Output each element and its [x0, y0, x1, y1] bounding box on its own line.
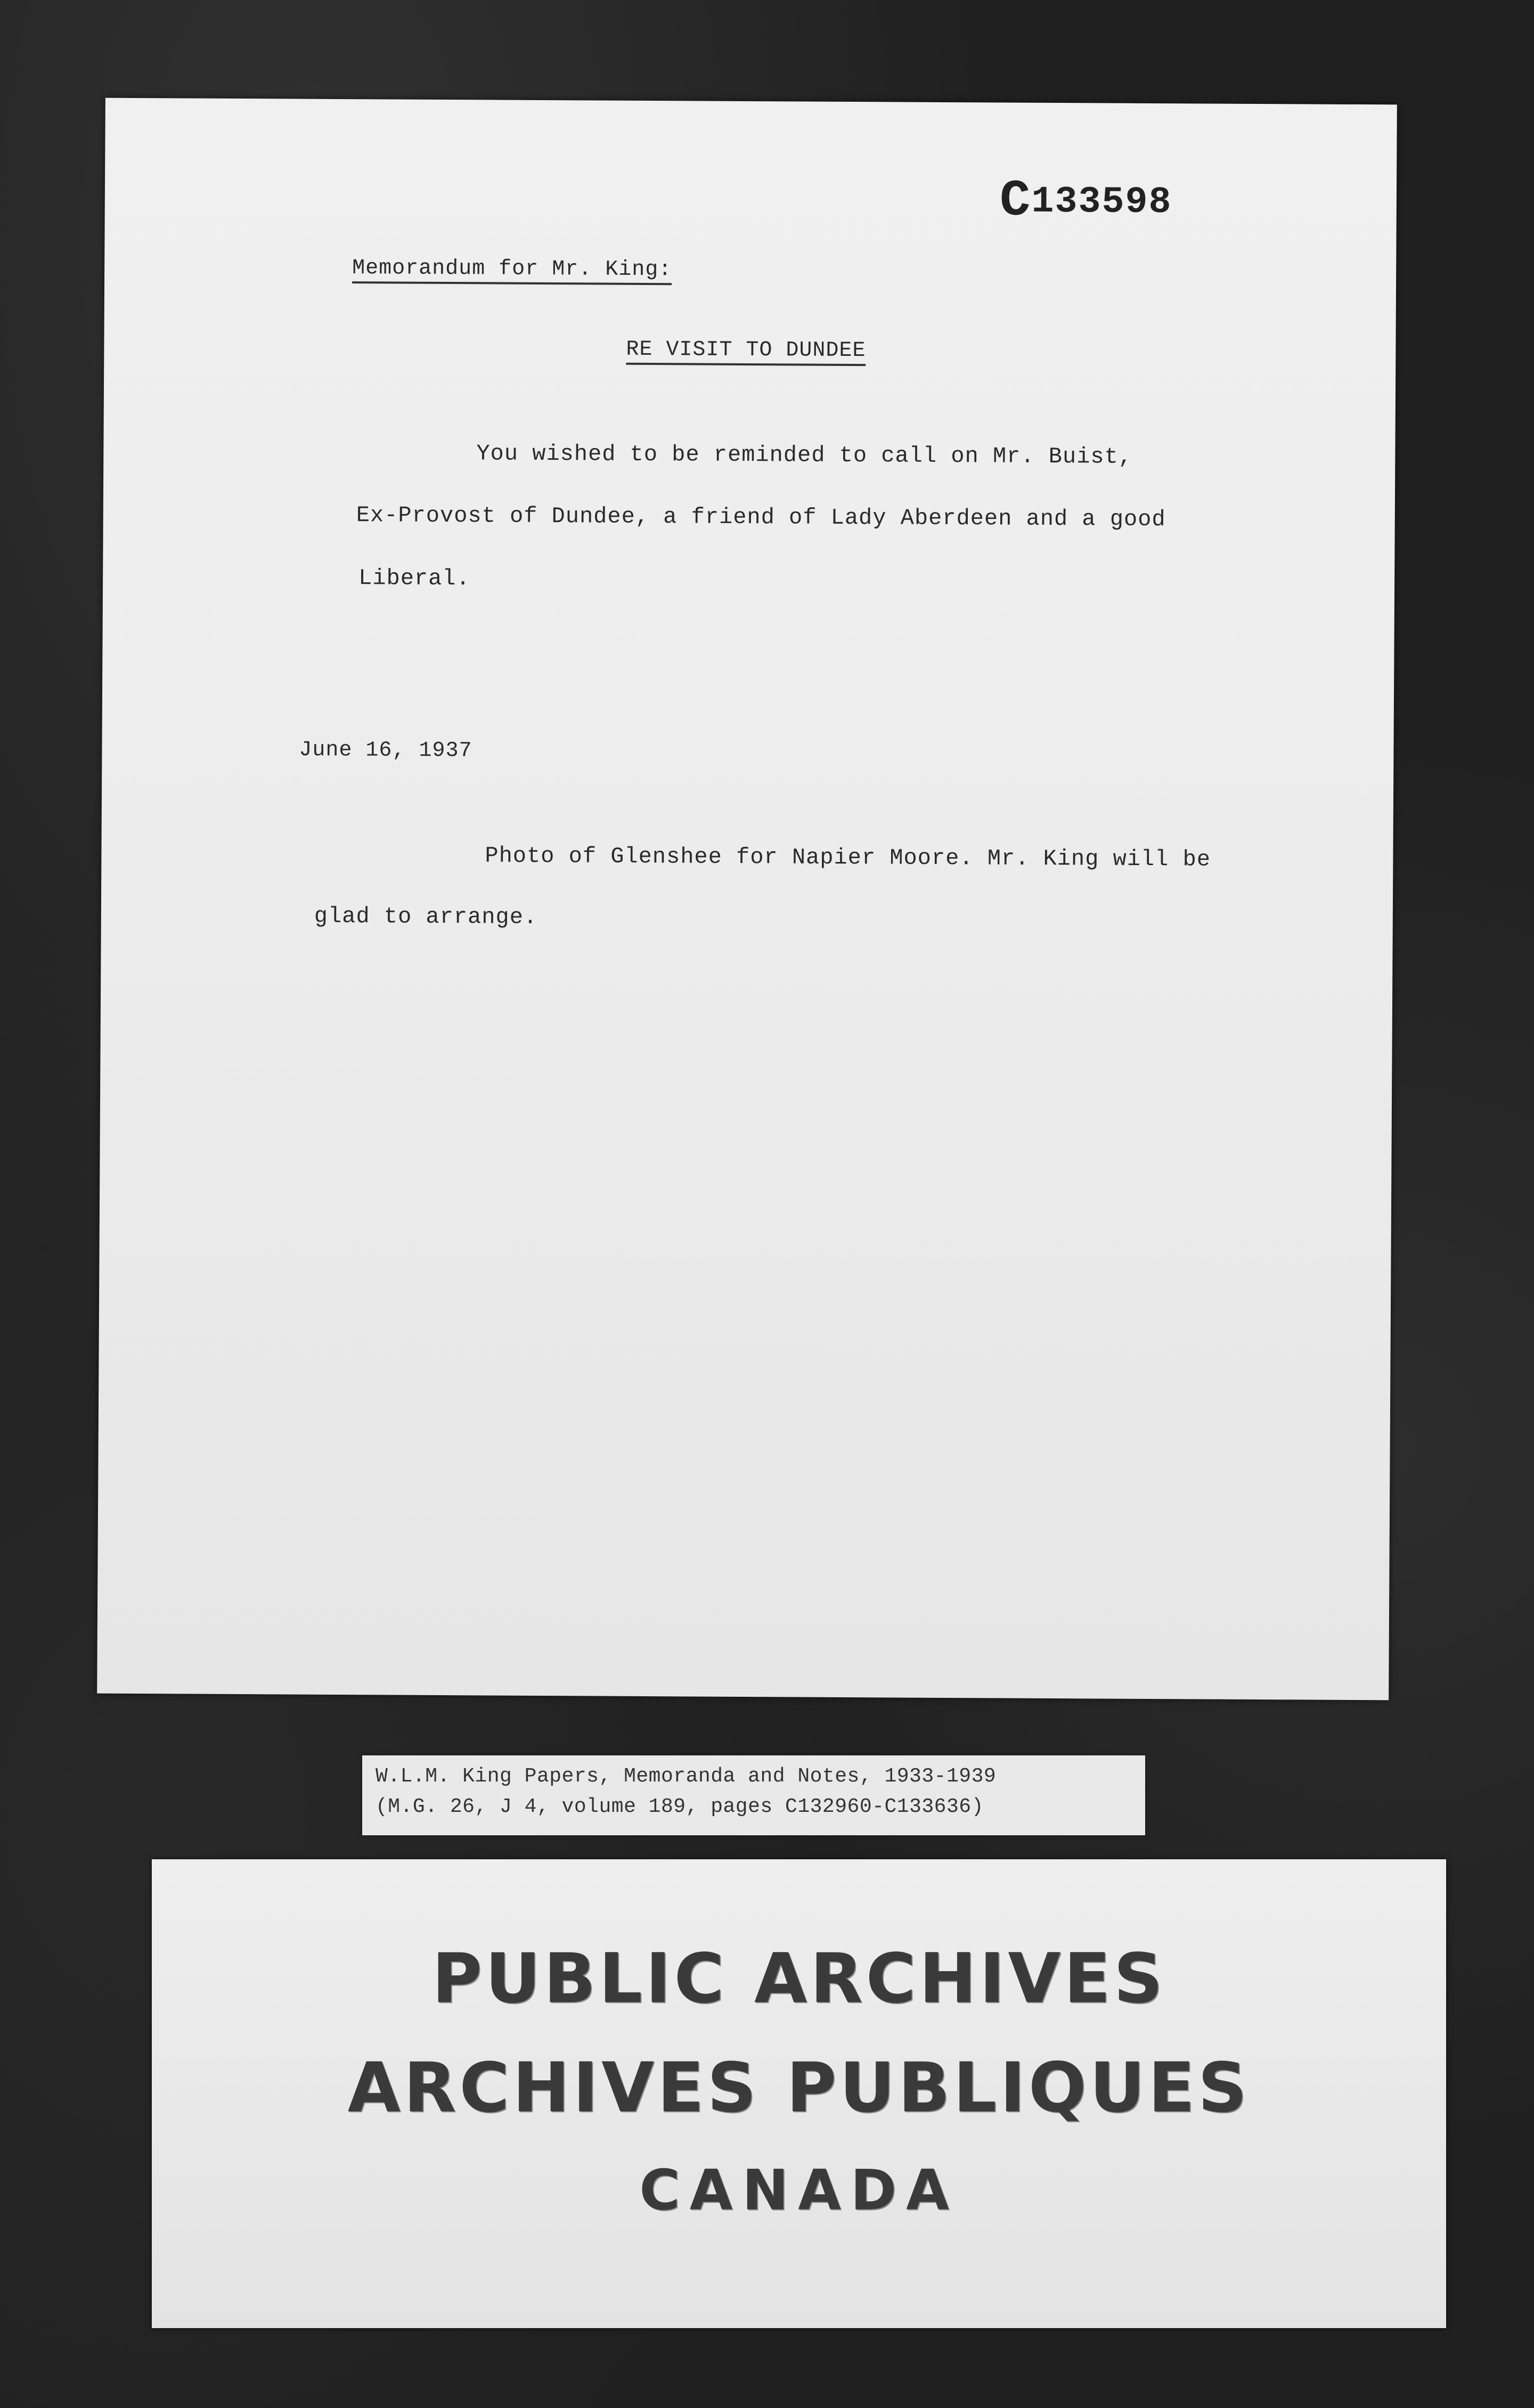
reference-digits: 133598	[1031, 181, 1172, 224]
memo-date: June 16, 1937	[299, 738, 472, 763]
memo-page	[97, 98, 1397, 1701]
paragraph-line: You wished to be reminded to call on Mr. Buist,	[476, 441, 1133, 470]
paragraph-line: glad to arrange.	[314, 903, 538, 930]
paragraph-line: Ex-Provost of Dundee, a friend of Lady Aberdeen and a good	[356, 502, 1166, 533]
archives-card-line: CANADA	[639, 2158, 959, 2223]
reference-number	[1000, 172, 1172, 231]
memo-heading: Memorandum for Mr. King:	[352, 256, 672, 285]
archive-reference-label	[362, 1755, 1145, 1835]
paragraph-line: Photo of Glenshee for Napier Moore. Mr. King will be	[485, 843, 1211, 873]
archives-card-line: ARCHIVES PUBLIQUES	[347, 2048, 1251, 2128]
reference-prefix: C	[999, 172, 1032, 230]
archives-card	[152, 1859, 1446, 2328]
archive-label-line: W.L.M. King Papers, Memoranda and Notes, 1933-1939	[376, 1765, 997, 1788]
paragraph-line: Liberal.	[358, 565, 470, 592]
memo-subject: RE VISIT TO DUNDEE	[626, 338, 866, 366]
archives-card-line: PUBLIC ARCHIVES	[432, 1939, 1166, 2019]
archive-label-line: (M.G. 26, J 4, volume 189, pages C132960-C133636)	[376, 1795, 984, 1818]
